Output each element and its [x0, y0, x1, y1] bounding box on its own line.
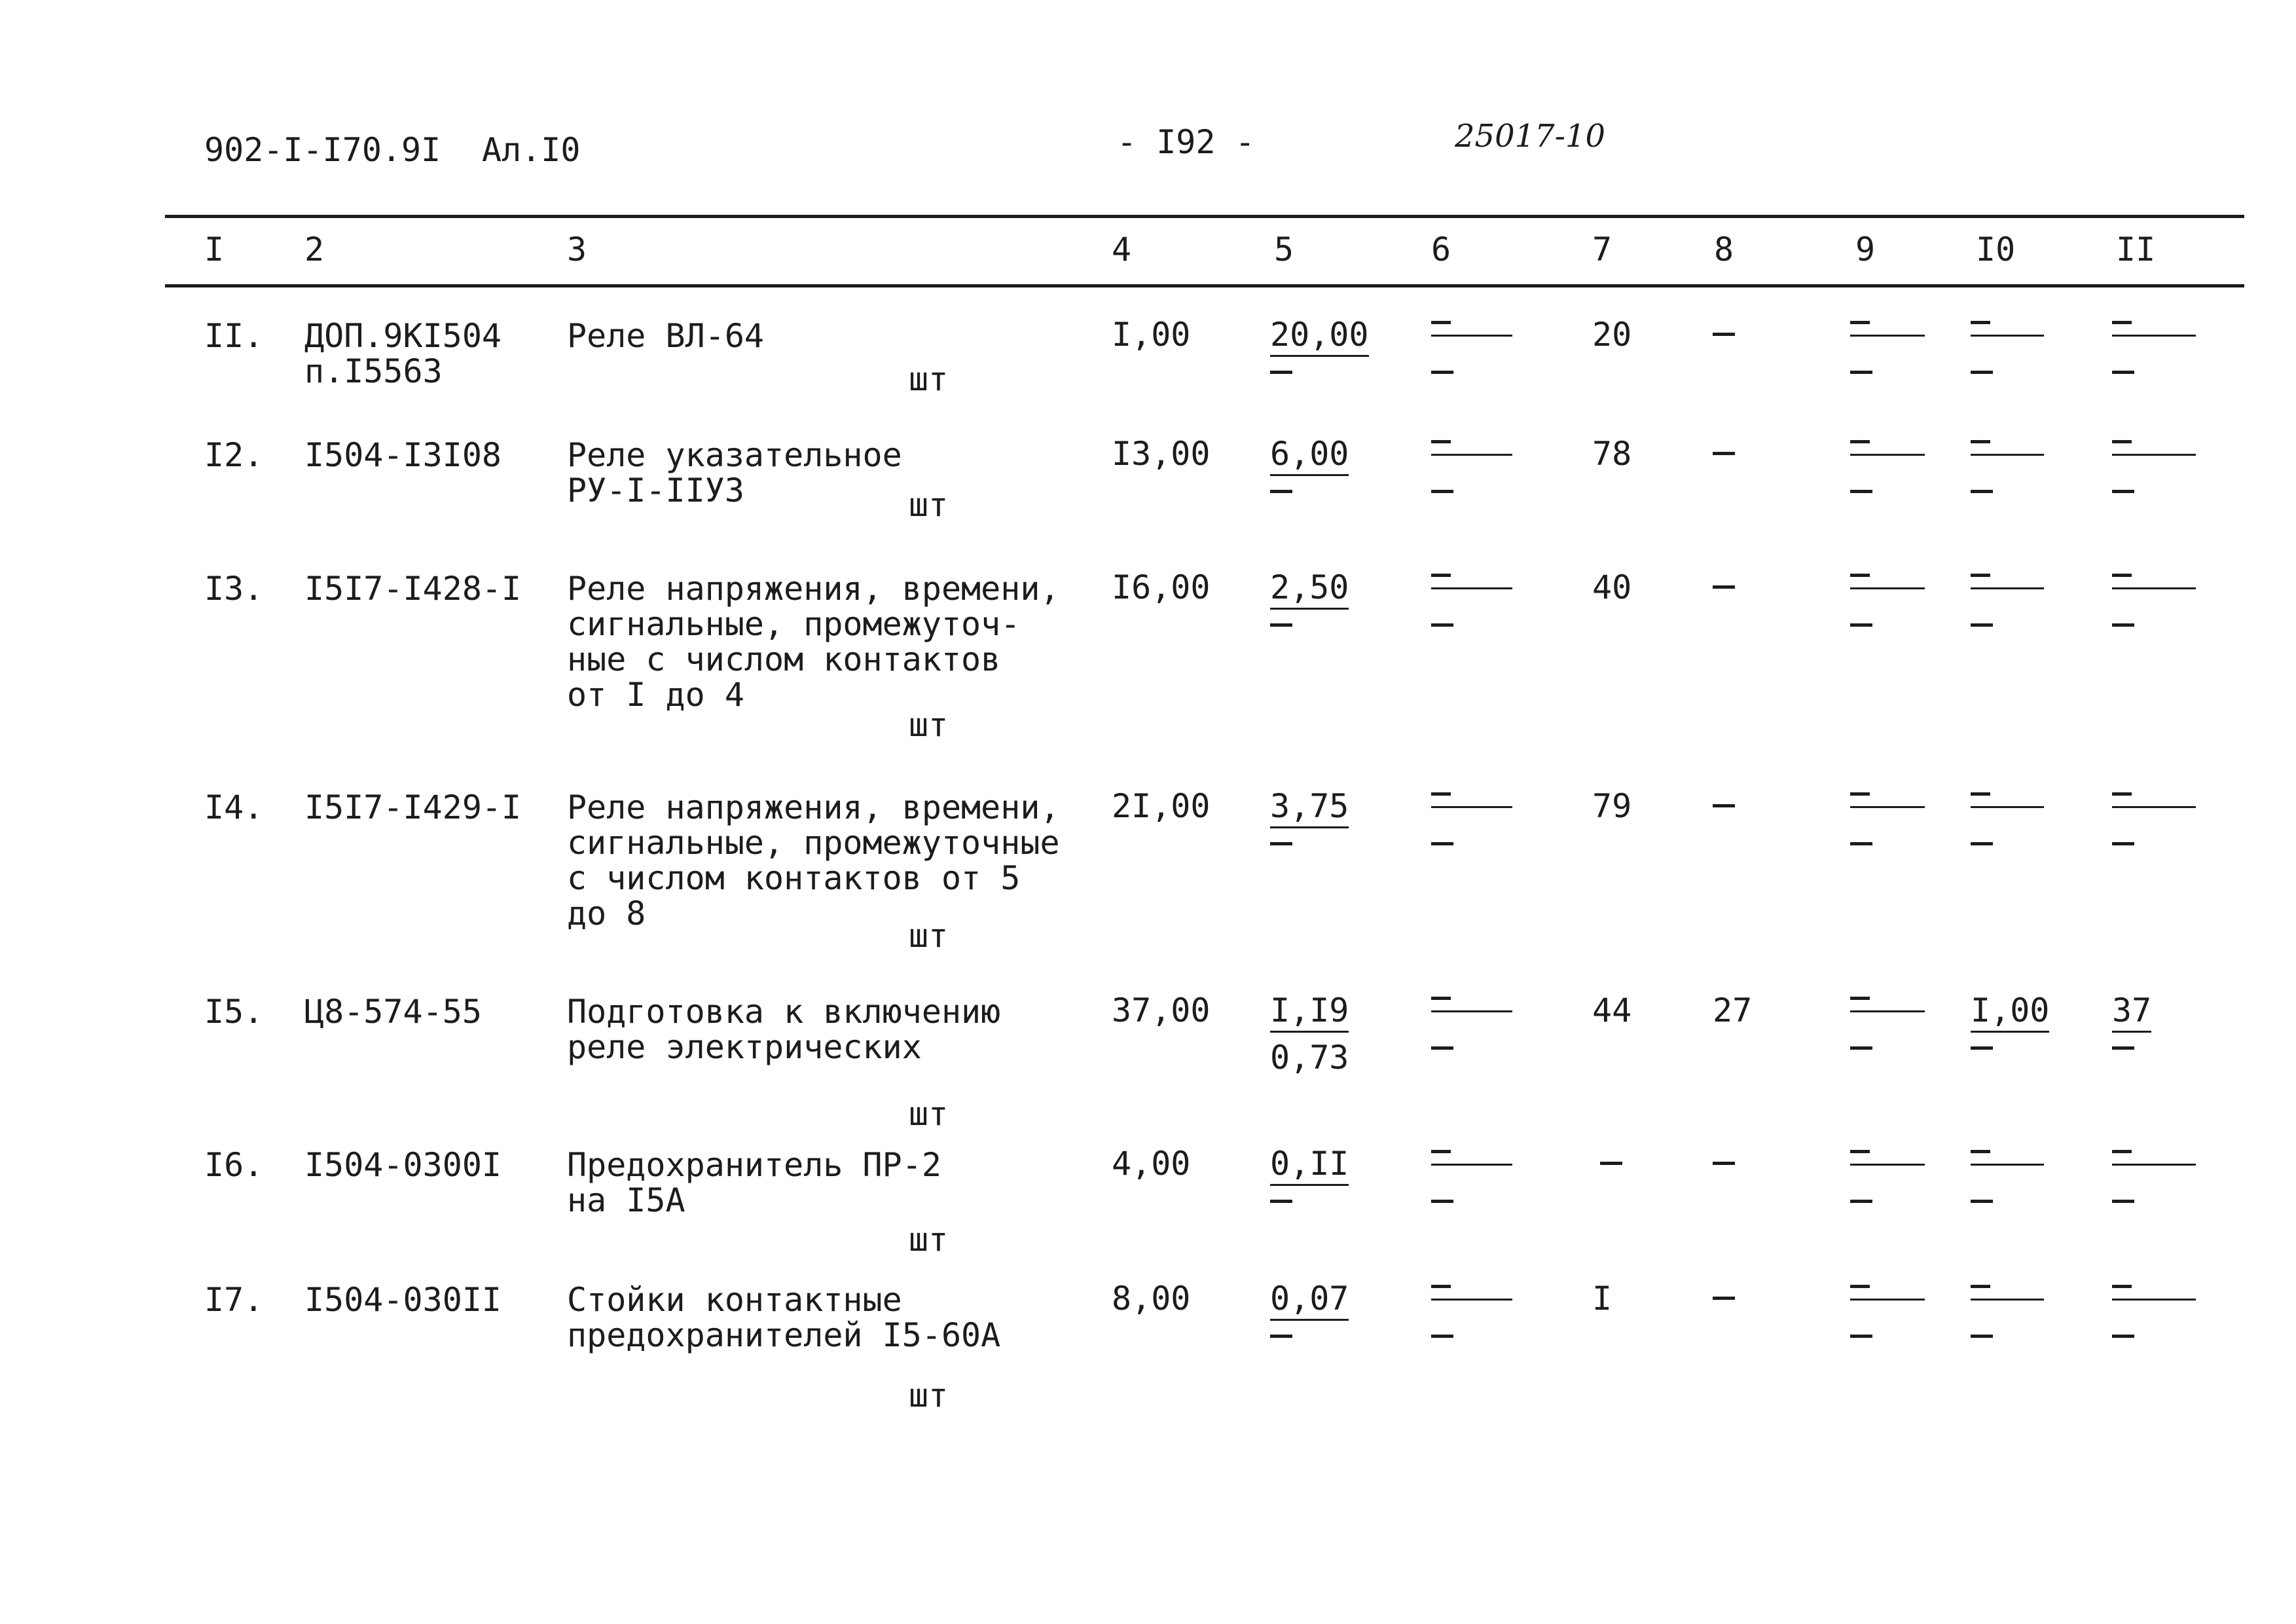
dash-mark [1850, 1335, 1872, 1338]
c10-top-value [1971, 1150, 2044, 1166]
dash-mark [2112, 842, 2134, 845]
column-header-8: 8 [1714, 231, 1734, 268]
dash-mark [1713, 1297, 1735, 1300]
underlined-value: I,I9 [1270, 991, 1349, 1033]
c6-bottom-value [1431, 623, 1453, 627]
dash-mark [1971, 371, 1993, 374]
item-code: ДОП.9КI504 п.I5563 [304, 317, 502, 390]
row-number: I6. [204, 1146, 264, 1184]
unit-label: шт [909, 1095, 949, 1133]
item-description: Стойки контактные предохранителей I5-60А [567, 1281, 1001, 1354]
dash-mark [1850, 321, 1870, 324]
dash-mark [1971, 792, 1990, 796]
c5-top-value [1270, 316, 1369, 354]
c10-bottom-value [1971, 623, 1993, 627]
c6-bottom-value [1431, 1200, 1453, 1203]
dash-mark [1431, 321, 1451, 324]
quantity-value: I6,00 [1112, 568, 1211, 606]
dash-mark [1431, 623, 1453, 627]
fraction-line [1850, 587, 1925, 589]
c5-bottom-value: 0,73 [1270, 1039, 1349, 1077]
c10-bottom-value [1971, 1046, 1993, 1050]
dash-mark [1431, 440, 1451, 443]
c11-top-value [2112, 991, 2152, 1029]
dash-mark [1850, 490, 1872, 493]
table-top-rule [165, 215, 2244, 218]
c5-top-value [1270, 1280, 1349, 1318]
row-number: I2. [204, 436, 264, 474]
unit-label: шт [909, 1376, 949, 1414]
unit-label: шт [909, 486, 949, 524]
underlined-value: 3,75 [1270, 787, 1349, 828]
fraction-line [1431, 1164, 1512, 1166]
dash-mark [1431, 490, 1453, 493]
dash-mark [1971, 574, 1990, 577]
c6-top-value [1431, 1285, 1512, 1301]
c7-value: 79 [1592, 787, 1632, 825]
c5-top-value [1270, 435, 1349, 473]
dash-mark [2112, 1046, 2134, 1050]
row-number: I4. [204, 788, 264, 826]
c6-bottom-value [1431, 842, 1453, 845]
row-number: I3. [204, 570, 264, 608]
c11-top-value [2112, 321, 2196, 337]
fraction-line [1850, 1164, 1925, 1166]
fraction-line [1850, 454, 1925, 456]
fraction-line [1850, 806, 1925, 808]
column-header-11: II [2116, 231, 2156, 268]
dash-mark [1713, 333, 1735, 336]
dash-mark [1850, 1200, 1872, 1203]
fraction-line [1850, 335, 1925, 337]
dash-mark [1431, 1200, 1453, 1203]
underlined-value: 2,50 [1270, 568, 1349, 610]
dash-mark [1850, 792, 1870, 796]
c7-value: 20 [1592, 316, 1632, 354]
c8-value [1713, 585, 1735, 589]
fraction-line [1971, 806, 2044, 808]
dash-mark [1713, 585, 1735, 589]
dash-mark [2112, 1200, 2134, 1203]
dash-mark [1850, 997, 1870, 1000]
c9-bottom-value [1850, 1046, 1872, 1050]
dash-mark [2112, 1335, 2134, 1338]
item-description: Предохранитель ПР-2 на I5А [567, 1146, 941, 1219]
dash-mark [1850, 1046, 1872, 1050]
c5-bottom-value [1270, 490, 1292, 493]
c6-bottom-value [1431, 1335, 1453, 1338]
dash-mark [1431, 1285, 1451, 1288]
column-header-7: 7 [1592, 231, 1613, 268]
c6-top-value [1431, 574, 1512, 589]
quantity-value: I3,00 [1112, 435, 1211, 473]
column-header-10: I0 [1976, 231, 2016, 268]
column-header-2: 2 [304, 231, 325, 268]
c11-bottom-value [2112, 1200, 2134, 1203]
dash-mark [2112, 371, 2134, 374]
c10-bottom-value [1971, 490, 1993, 493]
dash-mark [1850, 842, 1872, 845]
c9-top-value [1850, 1150, 1925, 1166]
item-description: Подготовка к включению реле электрических [567, 993, 1001, 1066]
dash-mark [1971, 842, 1993, 845]
dash-mark [1850, 1285, 1870, 1288]
dash-mark [1270, 1200, 1292, 1203]
c5-bottom-value [1270, 1200, 1292, 1203]
quantity-value: 8,00 [1112, 1280, 1191, 1318]
dash-mark [1270, 490, 1292, 493]
quantity-value: 37,00 [1112, 991, 1211, 1029]
c9-bottom-value [1850, 623, 1872, 627]
c5-bottom-value [1270, 1335, 1292, 1338]
item-description: Реле указательное РУ-I-IIУ3 [567, 436, 902, 509]
fraction-line [1850, 1299, 1925, 1301]
dash-mark [2112, 574, 2132, 577]
dash-mark [1270, 371, 1292, 374]
fraction-line [1971, 587, 2044, 589]
column-header-3: 3 [567, 231, 587, 268]
fraction-line [1431, 454, 1512, 456]
column-header-4: 4 [1112, 231, 1132, 268]
c9-bottom-value [1850, 1335, 1872, 1338]
c11-bottom-value [2112, 842, 2134, 845]
dash-mark [1431, 997, 1451, 1000]
dash-mark [1431, 1335, 1453, 1338]
c9-bottom-value [1850, 371, 1872, 374]
c9-bottom-value [1850, 1200, 1872, 1203]
dash-mark [1971, 1150, 1990, 1153]
item-description: Реле напряжения, времени, сигнальные, промежуточные с числом контактов от 5 до 8 [567, 788, 1060, 932]
item-description: Реле напряжения, времени, сигнальные, промежуточ- ные с числом контактов от I до 4 [567, 570, 1060, 714]
dash-mark [1270, 623, 1292, 627]
c10-bottom-value [1971, 371, 1993, 374]
unit-label: шт [909, 1221, 949, 1259]
dash-mark [1971, 1285, 1990, 1288]
c5-bottom-value [1270, 371, 1292, 374]
c11-top-value [2112, 792, 2196, 808]
dash-mark [1850, 371, 1872, 374]
c11-top-value [2112, 1150, 2196, 1166]
dash-mark [1850, 440, 1870, 443]
underlined-value: I,00 [1971, 991, 2049, 1033]
dash-mark [1713, 1162, 1735, 1165]
dash-mark [2112, 1150, 2132, 1153]
fraction-line [1971, 454, 2044, 456]
fraction-line [2112, 806, 2196, 808]
quantity-value: I,00 [1112, 316, 1191, 354]
c8-value [1713, 333, 1735, 336]
c6-bottom-value [1431, 371, 1453, 374]
c5-bottom-value [1270, 842, 1292, 845]
underlined-value: 0,II [1270, 1145, 1349, 1186]
c11-top-value [2112, 574, 2196, 589]
row-number: II. [204, 317, 264, 355]
item-code: I5I7-I429-I [304, 788, 522, 826]
c6-bottom-value [1431, 490, 1453, 493]
c9-bottom-value [1850, 842, 1872, 845]
c11-top-value [2112, 440, 2196, 456]
c7-value: 78 [1592, 435, 1632, 473]
c6-top-value [1431, 997, 1512, 1012]
c5-top-value [1270, 787, 1349, 825]
dash-mark [1971, 321, 1990, 324]
c11-bottom-value [2112, 623, 2134, 627]
underlined-value: 6,00 [1270, 435, 1349, 476]
c11-bottom-value [2112, 1335, 2134, 1338]
c10-top-value [1971, 440, 2044, 456]
c8-value [1713, 1297, 1735, 1300]
item-code: I504-I3I08 [304, 436, 502, 474]
dash-mark [1971, 440, 1990, 443]
unit-label: шт [909, 917, 949, 955]
c11-bottom-value [2112, 371, 2134, 374]
c5-top-value [1270, 1145, 1349, 1183]
column-header-5: 5 [1274, 231, 1294, 268]
c5-top-value [1270, 568, 1349, 606]
c9-top-value [1850, 792, 1925, 808]
c11-bottom-value [2112, 490, 2134, 493]
fraction-line [1431, 806, 1512, 808]
table-header-rule [165, 284, 2244, 287]
c10-bottom-value [1971, 1200, 1993, 1203]
c8-value [1713, 1162, 1735, 1165]
fraction-line [2112, 587, 2196, 589]
fraction-line [1431, 1299, 1512, 1301]
c11-bottom-value [2112, 1046, 2134, 1050]
dash-mark [2112, 440, 2132, 443]
underlined-value: 0,07 [1270, 1280, 1349, 1321]
dash-mark [1270, 842, 1292, 845]
dash-mark [1850, 1150, 1870, 1153]
fraction-line [2112, 1299, 2196, 1301]
fraction-line [2112, 454, 2196, 456]
dash-mark [1971, 1046, 1993, 1050]
c11-top-value [2112, 1285, 2196, 1301]
dash-mark [1431, 792, 1451, 796]
item-code: Ц8-574-55 [304, 993, 482, 1031]
dash-mark [2112, 623, 2134, 627]
unit-label: шт [909, 360, 949, 398]
fraction-line [1971, 335, 2044, 337]
fraction-line [2112, 1164, 2196, 1166]
fraction-line [1431, 335, 1512, 337]
dash-mark [1431, 1150, 1451, 1153]
quantity-value: 2I,00 [1112, 787, 1211, 825]
dash-mark [1850, 574, 1870, 577]
c10-top-value [1971, 574, 2044, 589]
c5-bottom-value [1270, 623, 1292, 627]
c6-top-value [1431, 792, 1512, 808]
c9-top-value [1850, 574, 1925, 589]
quantity-value: 4,00 [1112, 1145, 1191, 1183]
dash-mark [1431, 1046, 1453, 1050]
c9-bottom-value [1850, 490, 1872, 493]
c7-value: 40 [1592, 568, 1632, 606]
c10-bottom-value [1971, 842, 1993, 845]
dash-mark [1431, 574, 1451, 577]
fraction-line [1431, 1010, 1512, 1012]
dash-mark [1600, 1162, 1622, 1165]
underlined-value: 37 [2112, 991, 2151, 1033]
item-code: I5I7-I428-I [304, 570, 522, 608]
fraction-line [1971, 1299, 2044, 1301]
c8-value: 27 [1713, 991, 1753, 1029]
dash-mark [2112, 321, 2132, 324]
document-reference: 902-I-I70.9I [204, 131, 441, 169]
dash-mark [1431, 842, 1453, 845]
dash-mark [1270, 1335, 1292, 1338]
c8-value [1713, 452, 1735, 455]
item-code: I504-030II [304, 1281, 502, 1319]
c7-value: 44 [1592, 991, 1632, 1029]
unit-label: шт [909, 706, 949, 744]
c10-top-value [1971, 792, 2044, 808]
c6-bottom-value [1431, 1046, 1453, 1050]
c10-top-value [1971, 321, 2044, 337]
c5-top-value [1270, 991, 1349, 1029]
c6-top-value [1431, 321, 1512, 337]
c10-bottom-value [1971, 1335, 1993, 1338]
c9-top-value [1850, 321, 1925, 337]
column-header-9: 9 [1855, 231, 1876, 268]
c9-top-value [1850, 440, 1925, 456]
page-number: - I92 - [1117, 123, 1255, 161]
fraction-line [1431, 587, 1512, 589]
column-header-1: I [204, 231, 225, 268]
row-number: I5. [204, 993, 264, 1031]
c10-top-value [1971, 991, 2050, 1029]
c8-value [1713, 804, 1735, 807]
fraction-line [1850, 1010, 1925, 1012]
fraction-line [2112, 335, 2196, 337]
c10-top-value [1971, 1285, 2044, 1301]
c6-top-value [1431, 1150, 1512, 1166]
sheet-number: Ал.I0 [482, 131, 581, 169]
dash-mark [1971, 623, 1993, 627]
dash-mark [1971, 490, 1993, 493]
dash-mark [1850, 623, 1872, 627]
dash-mark [1713, 452, 1735, 455]
c7-value [1600, 1162, 1622, 1165]
dash-mark [1971, 1200, 1993, 1203]
fraction-line [1971, 1164, 2044, 1166]
item-code: I504-0300I [304, 1146, 502, 1184]
c9-top-value [1850, 997, 1925, 1012]
dash-mark [2112, 792, 2132, 796]
c6-top-value [1431, 440, 1512, 456]
item-description: Реле ВЛ-64 [567, 317, 765, 355]
underlined-value: 20,00 [1270, 316, 1369, 357]
c9-top-value [1850, 1285, 1925, 1301]
column-header-6: 6 [1431, 231, 1451, 268]
dash-mark [1971, 1335, 1993, 1338]
handwritten-inventory-number: 25017-10 [1455, 118, 1605, 155]
dash-mark [1431, 371, 1453, 374]
c7-value: I [1592, 1280, 1613, 1318]
row-number: I7. [204, 1281, 264, 1319]
dash-mark [1713, 804, 1735, 807]
dash-mark [2112, 1285, 2132, 1288]
dash-mark [2112, 490, 2134, 493]
